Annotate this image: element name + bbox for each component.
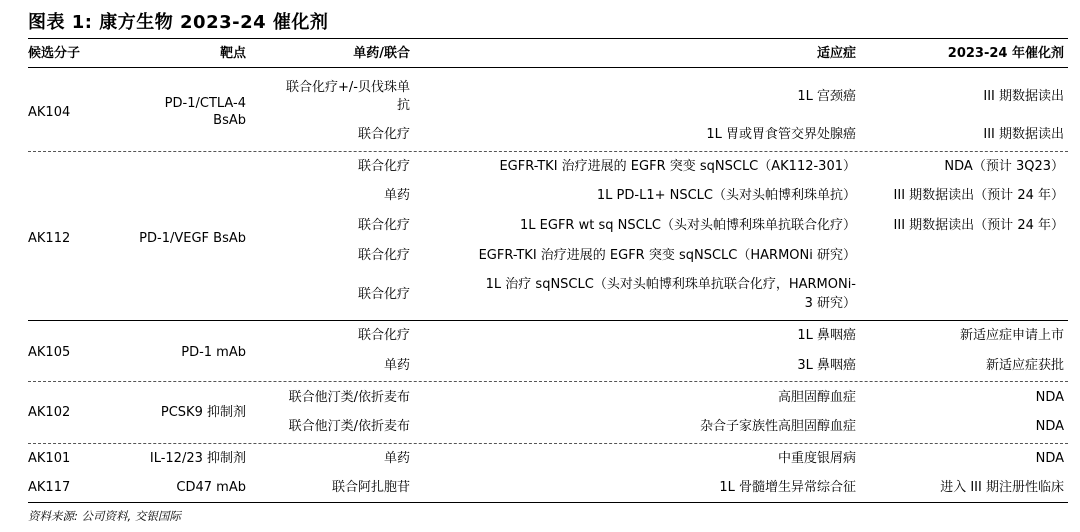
page-title: 图表 1: 康方生物 2023-24 催化剂 (28, 12, 329, 33)
mode-ak104-r1-line1: 联合化疗+/-贝伐珠单 (286, 80, 410, 95)
group-divider (28, 151, 1068, 152)
catalyst-ak105-r1: 新适应症申请上市 (959, 328, 1064, 343)
mode-ak112-r4: 联合化疗 (357, 248, 410, 263)
mode-ak112-r2: 单药 (383, 188, 410, 203)
catalyst-ak112-r3: III 期数据读出（预计 24 年） (893, 218, 1064, 233)
mode-ak102-r1: 联合他汀类/依折麦布 (288, 390, 410, 405)
candidate-ak112: AK112 (28, 231, 71, 246)
table-bottom-rule (28, 502, 1068, 503)
header-target: 靶点 (219, 46, 246, 61)
indication-ak112-r3: 1L EGFR wt sq NSCLC（头对头帕博利珠单抗联合化疗） (520, 218, 856, 233)
mode-ak104-r1-line2: 抗 (396, 98, 410, 113)
target-ak117: CD47 mAb (176, 480, 246, 495)
mode-ak102-r2: 联合他汀类/依折麦布 (288, 419, 410, 434)
candidate-ak102: AK102 (28, 405, 71, 420)
indication-ak105-r2: 3L 鼻咽癌 (797, 358, 856, 373)
catalyst-ak117-r1: 进入 III 期注册性临床 (940, 480, 1064, 495)
indication-ak102-r1: 高胆固醇血症 (777, 390, 856, 405)
mode-ak105-r1: 联合化疗 (357, 328, 410, 343)
catalyst-ak112-r2: III 期数据读出（预计 24 年） (893, 188, 1064, 203)
catalyst-ak104-r2: III 期数据读出 (983, 127, 1064, 142)
source-note: 资料来源: 公司资料, 交银国际 (28, 509, 181, 523)
mode-ak112-r3: 联合化疗 (357, 218, 410, 233)
catalyst-ak101-r1: NDA (1035, 451, 1064, 466)
target-ak112: PD-1/VEGF BsAb (139, 231, 246, 246)
indication-ak101-r1: 中重度银屑病 (777, 451, 856, 466)
catalyst-ak105-r2: 新适应症获批 (985, 358, 1064, 373)
indication-ak104-r2: 1L 胃或胃食管交界处腺癌 (706, 127, 856, 142)
candidate-ak101: AK101 (28, 451, 71, 466)
header-indication: 适应症 (816, 46, 856, 61)
target-ak101: IL-12/23 抑制剂 (149, 451, 246, 466)
catalyst-ak104-r1: III 期数据读出 (983, 89, 1064, 104)
indication-ak112-r2: 1L PD-L1+ NSCLC（头对头帕博利珠单抗） (596, 188, 856, 203)
target-ak104-line2: BsAb (213, 113, 246, 128)
header-candidate: 候选分子 (28, 46, 81, 61)
indication-ak117-r1: 1L 骨髓增生异常综合征 (719, 480, 856, 495)
mode-ak104-r2: 联合化疗 (357, 127, 410, 142)
indication-ak112-r1: EGFR-TKI 治疗进展的 EGFR 突变 sqNSCLC（AK112-301） (499, 159, 856, 174)
candidate-ak105: AK105 (28, 345, 71, 360)
mode-ak117-r1: 联合阿扎胞苷 (331, 480, 410, 495)
group-divider (28, 381, 1068, 382)
indication-ak104-r1: 1L 宫颈癌 (797, 89, 856, 104)
target-ak105: PD-1 mAb (181, 345, 246, 360)
candidate-ak117: AK117 (28, 480, 71, 495)
header-catalyst: 2023-24 年催化剂 (947, 46, 1064, 61)
target-ak104-line1: PD-1/CTLA-4 (164, 96, 246, 111)
indication-ak105-r1: 1L 鼻咽癌 (797, 328, 856, 343)
catalyst-ak102-r2: NDA (1035, 419, 1064, 434)
mode-ak101-r1: 单药 (383, 451, 410, 466)
catalyst-ak102-r1: NDA (1035, 390, 1064, 405)
header-top-rule (28, 38, 1068, 39)
header-mode: 单药/联合 (353, 46, 410, 61)
header-bottom-rule (28, 67, 1068, 68)
group-divider (28, 320, 1068, 321)
target-ak102: PCSK9 抑制剂 (160, 405, 246, 420)
indication-ak112-r5-line1: 1L 治疗 sqNSCLC（头对头帕博利珠单抗联合化疗，HARMONi- (485, 277, 856, 292)
indication-ak112-r4: EGFR-TKI 治疗进展的 EGFR 突变 sqNSCLC（HARMONi 研究） (478, 248, 856, 263)
mode-ak105-r2: 单药 (383, 358, 410, 373)
mode-ak112-r1: 联合化疗 (357, 159, 410, 174)
catalyst-ak112-r1: NDA（预计 3Q23） (944, 159, 1064, 174)
candidate-ak104: AK104 (28, 105, 71, 120)
group-divider (28, 443, 1068, 444)
mode-ak112-r5: 联合化疗 (357, 287, 410, 302)
indication-ak112-r5-line2: 3 研究） (804, 296, 856, 311)
indication-ak102-r2: 杂合子家族性高胆固醇血症 (699, 419, 856, 434)
